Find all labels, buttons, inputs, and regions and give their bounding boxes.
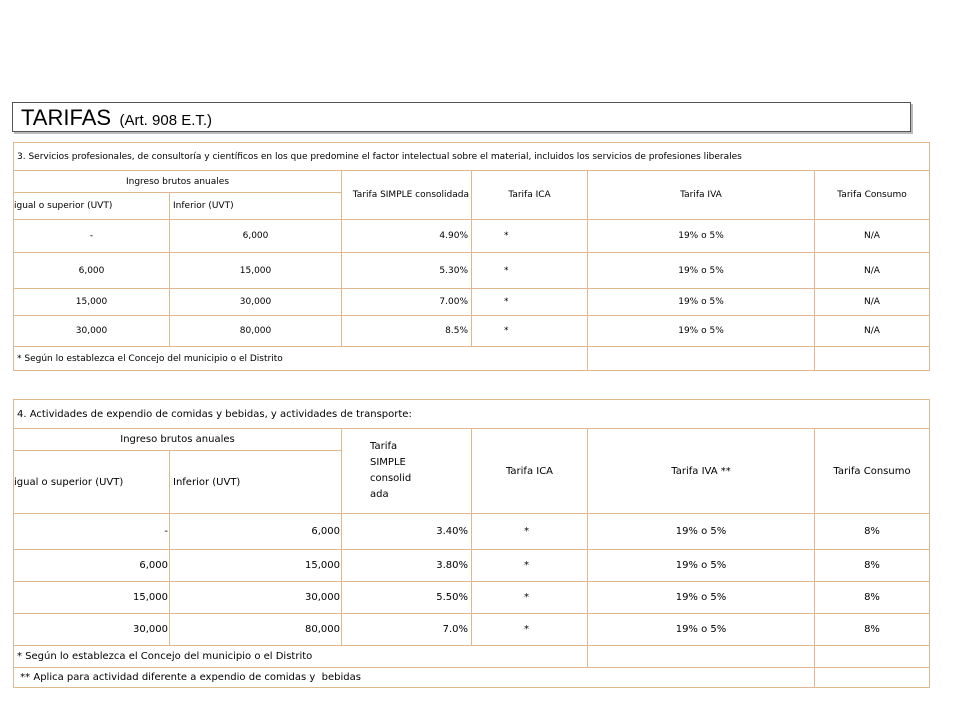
table2-cell-hasta: 30,000	[170, 582, 342, 614]
table1-cell-consumo: N/A	[815, 289, 930, 316]
tarifas-table-comidas-transporte	[13, 399, 930, 688]
table1-cell-ica: *	[472, 253, 588, 289]
table1-cell-iva: 19% o 5%	[588, 289, 815, 316]
table2-cell-ica: *	[472, 614, 588, 646]
table2-cell-ica: *	[472, 550, 588, 582]
table1-cell-ica: *	[472, 220, 588, 253]
table2-cell-desde: -	[14, 514, 170, 550]
table1-cell-hasta: 80,000	[170, 316, 342, 347]
table2-footnote-1: * Según lo establezca el Concejo del municipio o el Distrito	[14, 646, 588, 668]
table2-cell-desde: 30,000	[14, 614, 170, 646]
table1-cell-hasta: 30,000	[170, 289, 342, 316]
table1-cell-hasta: 15,000	[170, 253, 342, 289]
table1-cell-simple: 8.5%	[342, 316, 472, 347]
table2-cell-consumo: 8%	[815, 514, 930, 550]
table1-cell-iva: 19% o 5%	[588, 220, 815, 253]
table1-cell-ica: *	[472, 316, 588, 347]
table1-col-ica: Tarifa ICA	[472, 171, 588, 220]
table2-cell-hasta: 15,000	[170, 550, 342, 582]
empty-cell	[815, 668, 930, 688]
table1-col-consumo: Tarifa Consumo	[815, 171, 930, 220]
table-row	[14, 289, 930, 316]
table2-col-simple	[342, 429, 472, 514]
table1-cell-iva: 19% o 5%	[588, 316, 815, 347]
table-row	[14, 614, 930, 646]
empty-cell	[815, 347, 930, 371]
table2-heading: 4. Actividades de expendio de comidas y bebidas, y actividades de transporte:	[14, 400, 930, 429]
table1-cell-consumo: N/A	[815, 316, 930, 347]
table2-cell-simple: 3.80%	[342, 550, 472, 582]
table1-cell-consumo: N/A	[815, 253, 930, 289]
table2-col-consumo: Tarifa Consumo	[815, 429, 930, 514]
table1-cell-simple: 5.30%	[342, 253, 472, 289]
table1-col-simple: Tarifa SIMPLE consolidada	[342, 171, 472, 220]
table-row	[14, 550, 930, 582]
table2-cell-hasta: 6,000	[170, 514, 342, 550]
table1-cell-consumo: N/A	[815, 220, 930, 253]
slide-subtitle: (Art. 908 E.T.)	[119, 112, 213, 129]
table2-cell-consumo: 8%	[815, 614, 930, 646]
table2-col-simple-line: consolid	[370, 473, 412, 484]
table2-cell-ica: *	[472, 582, 588, 614]
table-row	[14, 316, 930, 347]
table-row	[14, 253, 930, 289]
empty-cell	[588, 347, 815, 371]
table1-cell-hasta: 6,000	[170, 220, 342, 253]
table2-col-desde: igual o superior (UVT)	[14, 451, 170, 514]
slide-title: TARIFAS	[21, 105, 112, 130]
table1-cell-simple: 7.00%	[342, 289, 472, 316]
table2-ingreso-header: Ingreso brutos anuales	[14, 429, 342, 451]
table2-cell-consumo: 8%	[815, 550, 930, 582]
table1-cell-desde: 30,000	[14, 316, 170, 347]
table2-footnote-2: ** Aplica para actividad diferente a expendio de comidas y bebidas	[14, 668, 815, 688]
table2-col-iva: Tarifa IVA **	[588, 429, 815, 514]
table2-cell-consumo: 8%	[815, 582, 930, 614]
table2-col-ica: Tarifa ICA	[472, 429, 588, 514]
table2-cell-simple: 5.50%	[342, 582, 472, 614]
table2-cell-desde: 6,000	[14, 550, 170, 582]
table2-cell-iva: 19% o 5%	[588, 514, 815, 550]
table1-cell-ica: *	[472, 289, 588, 316]
table2-cell-iva: 19% o 5%	[588, 614, 815, 646]
table1-cell-iva: 19% o 5%	[588, 253, 815, 289]
table2-cell-iva: 19% o 5%	[588, 582, 815, 614]
empty-cell	[815, 646, 930, 668]
table1-heading: 3. Servicios profesionales, de consultoría y científicos en los que predomine el factor intelectual sobre el material, incluidos los servicios de profesiones liberales	[14, 143, 930, 171]
table1-cell-simple: 4.90%	[342, 220, 472, 253]
table2-col-hasta: Inferior (UVT)	[170, 451, 342, 514]
empty-cell	[588, 646, 815, 668]
table1-cell-desde: 15,000	[14, 289, 170, 316]
table1-cell-desde: -	[14, 220, 170, 253]
table2-cell-hasta: 80,000	[170, 614, 342, 646]
table2-cell-desde: 15,000	[14, 582, 170, 614]
table1-footnote: * Según lo establezca el Concejo del municipio o el Distrito	[14, 347, 588, 371]
table2-cell-simple: 7.0%	[342, 614, 472, 646]
table2-cell-simple: 3.40%	[342, 514, 472, 550]
table-row	[14, 582, 930, 614]
table2-col-simple-line: Tarifa	[370, 441, 398, 452]
table2-cell-iva: 19% o 5%	[588, 550, 815, 582]
table1-col-desde: igual o superior (UVT)	[14, 193, 170, 220]
table1-cell-desde: 6,000	[14, 253, 170, 289]
table2-cell-ica: *	[472, 514, 588, 550]
table-row	[14, 514, 930, 550]
table-row	[14, 220, 930, 253]
table1-col-hasta: Inferior (UVT)	[170, 193, 342, 220]
slide-title-box	[12, 102, 911, 132]
table2-col-simple-line: SIMPLE	[370, 457, 406, 468]
tarifas-table-servicios-profesionales	[13, 142, 930, 371]
table1-ingreso-header: Ingreso brutos anuales	[14, 171, 342, 193]
table1-col-iva: Tarifa IVA	[588, 171, 815, 220]
table2-col-simple-line: ada	[370, 489, 389, 500]
